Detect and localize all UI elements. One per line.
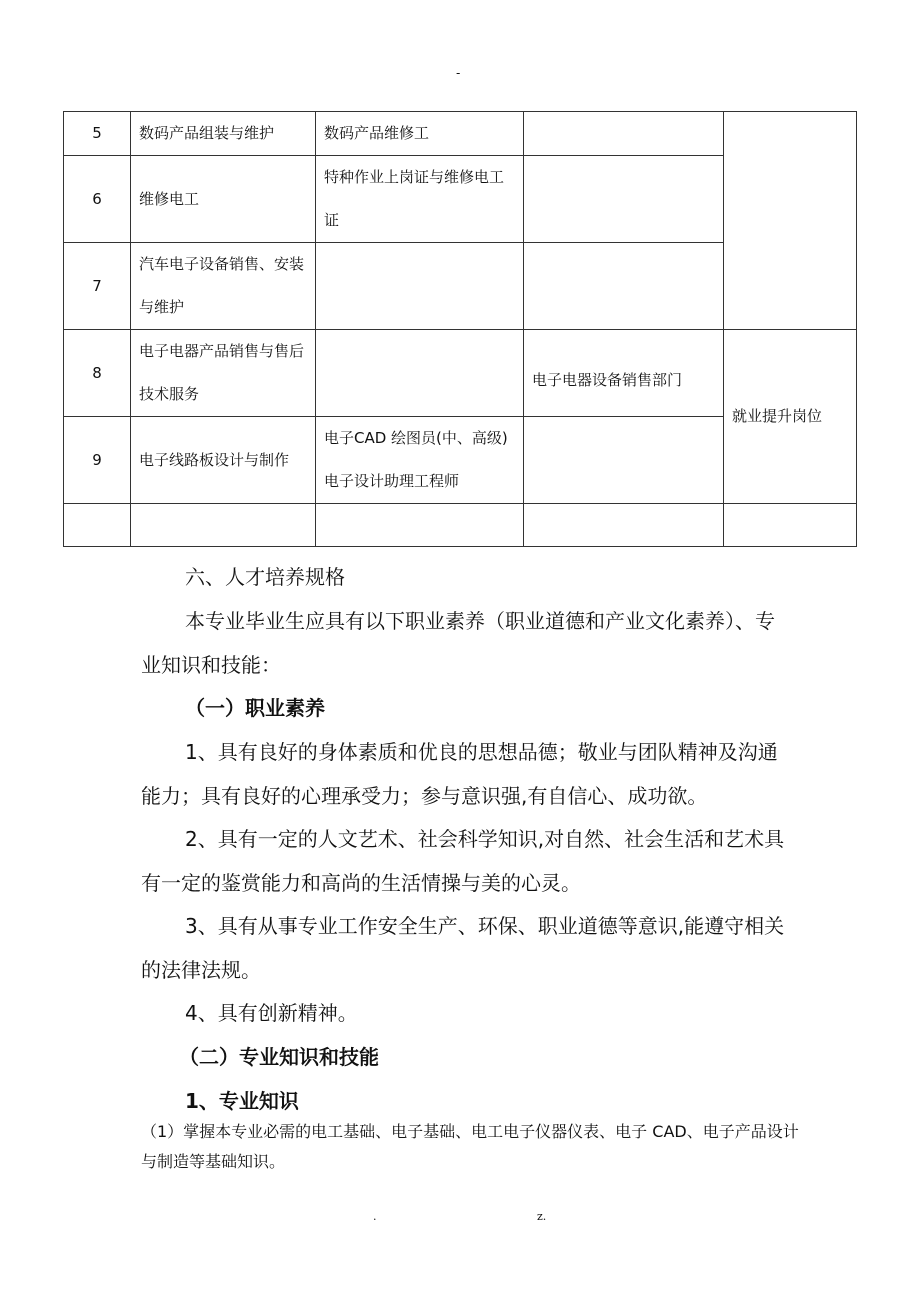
dept-cell (524, 504, 724, 547)
dept-cell: 电子电器设备销售部门 (524, 330, 724, 417)
section-intro: 本专业毕业生应具有以下职业素养（职业道德和产业文化素养）、专业知识和技能： (141, 609, 775, 677)
cert-cell: 电子CAD 绘图员(中、高级) 电子设计助理工程师 (316, 417, 524, 504)
dept-cell (524, 243, 724, 330)
cert-cell (316, 504, 524, 547)
table-row (64, 504, 857, 547)
major-cell: 维修电工 (131, 156, 316, 243)
footer-left-mark: . (373, 1210, 377, 1223)
list-item: 3、具有从事专业工作安全生产、环保、职业道德等意识,能遵守相关的法律法规。 (141, 914, 785, 982)
cert-cell (316, 243, 524, 330)
table-row (64, 330, 857, 417)
list-item: 2、具有一定的人文艺术、社会科学知识,对自然、社会生活和艺术具有一定的鉴赏能力和高尚的生活情操与美的心灵。 (141, 827, 785, 895)
cert-cell (316, 330, 524, 417)
cert-cell: 特种作业上岗证与维修电工证 (316, 156, 524, 243)
major-cell: 汽车电子设备销售、安装与维护 (131, 243, 316, 330)
target-cell (724, 112, 857, 330)
subsection-title-2: （二）专业知识和技能 (179, 1045, 379, 1069)
dept-cell (524, 156, 724, 243)
row-number: 9 (64, 417, 131, 504)
knowledge-title: 1、专业知识 (185, 1089, 299, 1113)
dept-cell (524, 112, 724, 156)
list-item: 1、具有良好的身体素质和优良的思想品德；敬业与团队精神及沟通能力；具有良好的心理承受力；参与意识强,有自信心、成功欲。 (141, 740, 778, 808)
row-number (64, 504, 131, 547)
row-number: 6 (64, 156, 131, 243)
major-cell: 电子电器产品销售与售后技术服务 (131, 330, 316, 417)
section-title: 六、人才培养规格 (185, 565, 345, 589)
knowledge-item-1: （1）掌握本专业必需的电工基础、电子基础、电工电子仪器仪表、电子 CAD、电子产品设计与制造等基础知识。 (141, 1122, 799, 1171)
dept-cell (524, 417, 724, 504)
major-cell: 数码产品组装与维护 (131, 112, 316, 156)
row-number: 7 (64, 243, 131, 330)
target-cell (724, 504, 857, 547)
major-cell (131, 504, 316, 547)
row-number: 8 (64, 330, 131, 417)
footer-right-mark: z. (537, 1210, 547, 1223)
major-cell: 电子线路板设计与制作 (131, 417, 316, 504)
subsection-title-1: （一）职业素养 (185, 696, 325, 720)
job-table (63, 111, 857, 547)
list-item: 4、具有创新精神。 (185, 1001, 358, 1025)
cert-cell: 数码产品维修工 (316, 112, 524, 156)
row-number: 5 (64, 112, 131, 156)
target-cell: 就业提升岗位 (724, 330, 857, 504)
page-header-mark: - (456, 66, 461, 80)
table-row (64, 112, 857, 156)
